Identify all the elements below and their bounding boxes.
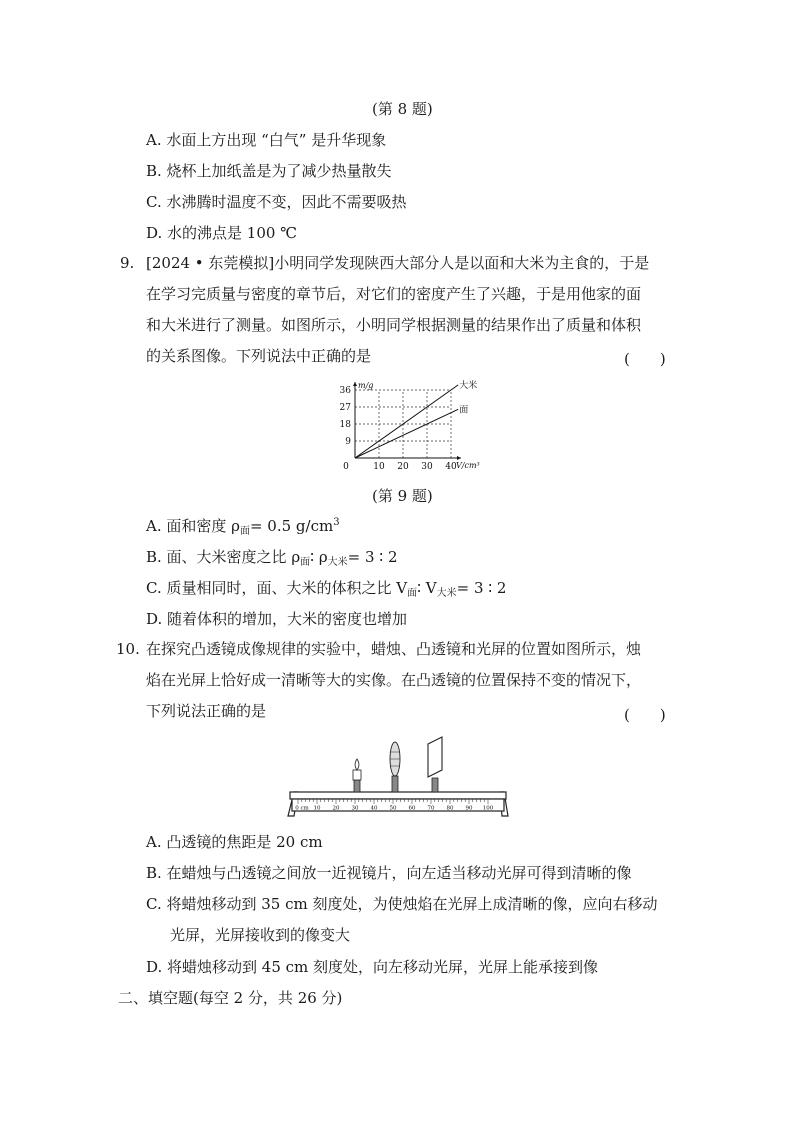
q10-line-2: 焰在光屏上恰好成一清晰等大的实像。在凸透镜的位置保持不变的情况下， [146,671,642,689]
x-tick-label: 10 [373,462,385,472]
q10-option-c-cont: 光屏，光屏接收到的像变大 [170,926,351,944]
x-tick-label: 40 [445,462,457,472]
bench-scale-label: 10 [313,805,321,812]
q9-option-b: B. 面、大米密度之比 $\rho_面∶$ $\rho_{大米}= 3$ ∶ 2 [146,548,398,568]
y-tick-label: 9 [345,437,351,447]
q10-option-d: D. 将蜡烛移动到 45 cm 刻度处，向左移动光屏，光屏上能承接到像 [146,958,599,976]
x-axis-label: V/cm³ [456,461,480,470]
chart-series [355,379,477,458]
q9-line-3: 和大米进行了测量。如图所示，小明同学根据测量的结果作出了质量和体积 [146,316,642,334]
x-tick-label: 30 [421,462,433,472]
q9-option-a: A. 面和密度 $\rho_面= 0.5$ $g/cm^3$ [146,517,340,537]
q9-line-1: [2024 • 东莞模拟]小明同学发现陕西大部分人是以面和大米为主食的，于是 [146,254,650,272]
q10-option-b: B. 在蜡烛与凸透镜之间放一近视镜片，向左适当移动光屏可得到清晰的像 [146,864,632,882]
bench-scale-label: 100 [482,805,494,812]
mass-volume-chart [330,378,480,478]
series-label: 大米 [459,380,478,391]
y-axis-label: m/g [358,381,374,390]
figure-caption-q9: (第 9 题) [372,487,433,505]
y-tick-label: 27 [339,403,351,413]
bench-scale-label: 90 [465,805,473,812]
q10-answer-paren: ( ) [624,706,666,724]
convex-lens-icon [390,742,400,792]
q8-option-b: B. 烧杯上加纸盖是为了减少热量散失 [146,162,392,180]
bench-scale-label: 70 [427,805,435,812]
q10-line-1: 在探究凸透镜成像规律的实验中，蜡烛、凸透镜和光屏的位置如图所示，烛 [146,640,642,658]
q8-option-a: A. 水面上方出现 “白气” 是升华现象 [146,131,387,149]
q10-number: 10. [116,640,140,658]
series-label: 面 [459,405,469,416]
x-axis-arrow [457,456,461,460]
bench-scale-label: 20 [332,805,340,812]
bench-scale-label: 80 [446,805,454,812]
section-heading-fill-in: 二、填空题(每空 2 分，共 26 分) [118,989,343,1007]
light-screen-icon [428,737,442,792]
y-tick-label: 36 [339,386,351,396]
q8-option-c: C. 水沸腾时温度不变，因此不需要吸热 [146,193,407,211]
bench-scale-label: 60 [408,805,416,812]
y-tick-label: 18 [339,420,351,430]
q8-option-d: D. 水的沸点是 100 ℃ [146,224,297,242]
q9-number: 9. [120,254,135,272]
figure-caption-q8: (第 8 题) [372,100,433,118]
q10-option-c: C. 将蜡烛移动到 35 cm 刻度处，为使烛焰在光屏上成清晰的像，应向右移动 [146,895,658,913]
bench-scale-label: 0 cm [295,805,309,812]
bench-top-rail [290,792,506,799]
q9-answer-paren: ( ) [624,350,666,368]
bench-scale-label: 30 [351,805,359,812]
series-line-大米 [355,385,458,458]
y-axis-arrow [353,382,357,386]
candle-icon [353,759,361,792]
q9-option-c: C. 质量相同时，面、大米的体积之比 $V_面∶$ $V_{大米}= 3$ ∶ 2 [146,579,507,599]
series-line-面 [355,409,458,458]
x-tick-label: 20 [397,462,409,472]
bench-scale-label: 50 [389,805,397,812]
q10-line-3: 下列说法正确的是 [146,702,267,720]
q10-option-a: A. 凸透镜的焦距是 20 cm [146,833,323,851]
optical-bench-figure [280,730,516,822]
origin-label: 0 [343,462,349,472]
q9-line-4: 的关系图像。下列说法中正确的是 [146,347,372,365]
q9-line-2: 在学习完质量与密度的章节后，对它们的密度产生了兴趣，于是用他家的面 [146,285,642,303]
bench-scale-label: 40 [370,805,378,812]
q9-option-d: D. 随着体积的增加，大米的密度也增加 [146,610,408,628]
